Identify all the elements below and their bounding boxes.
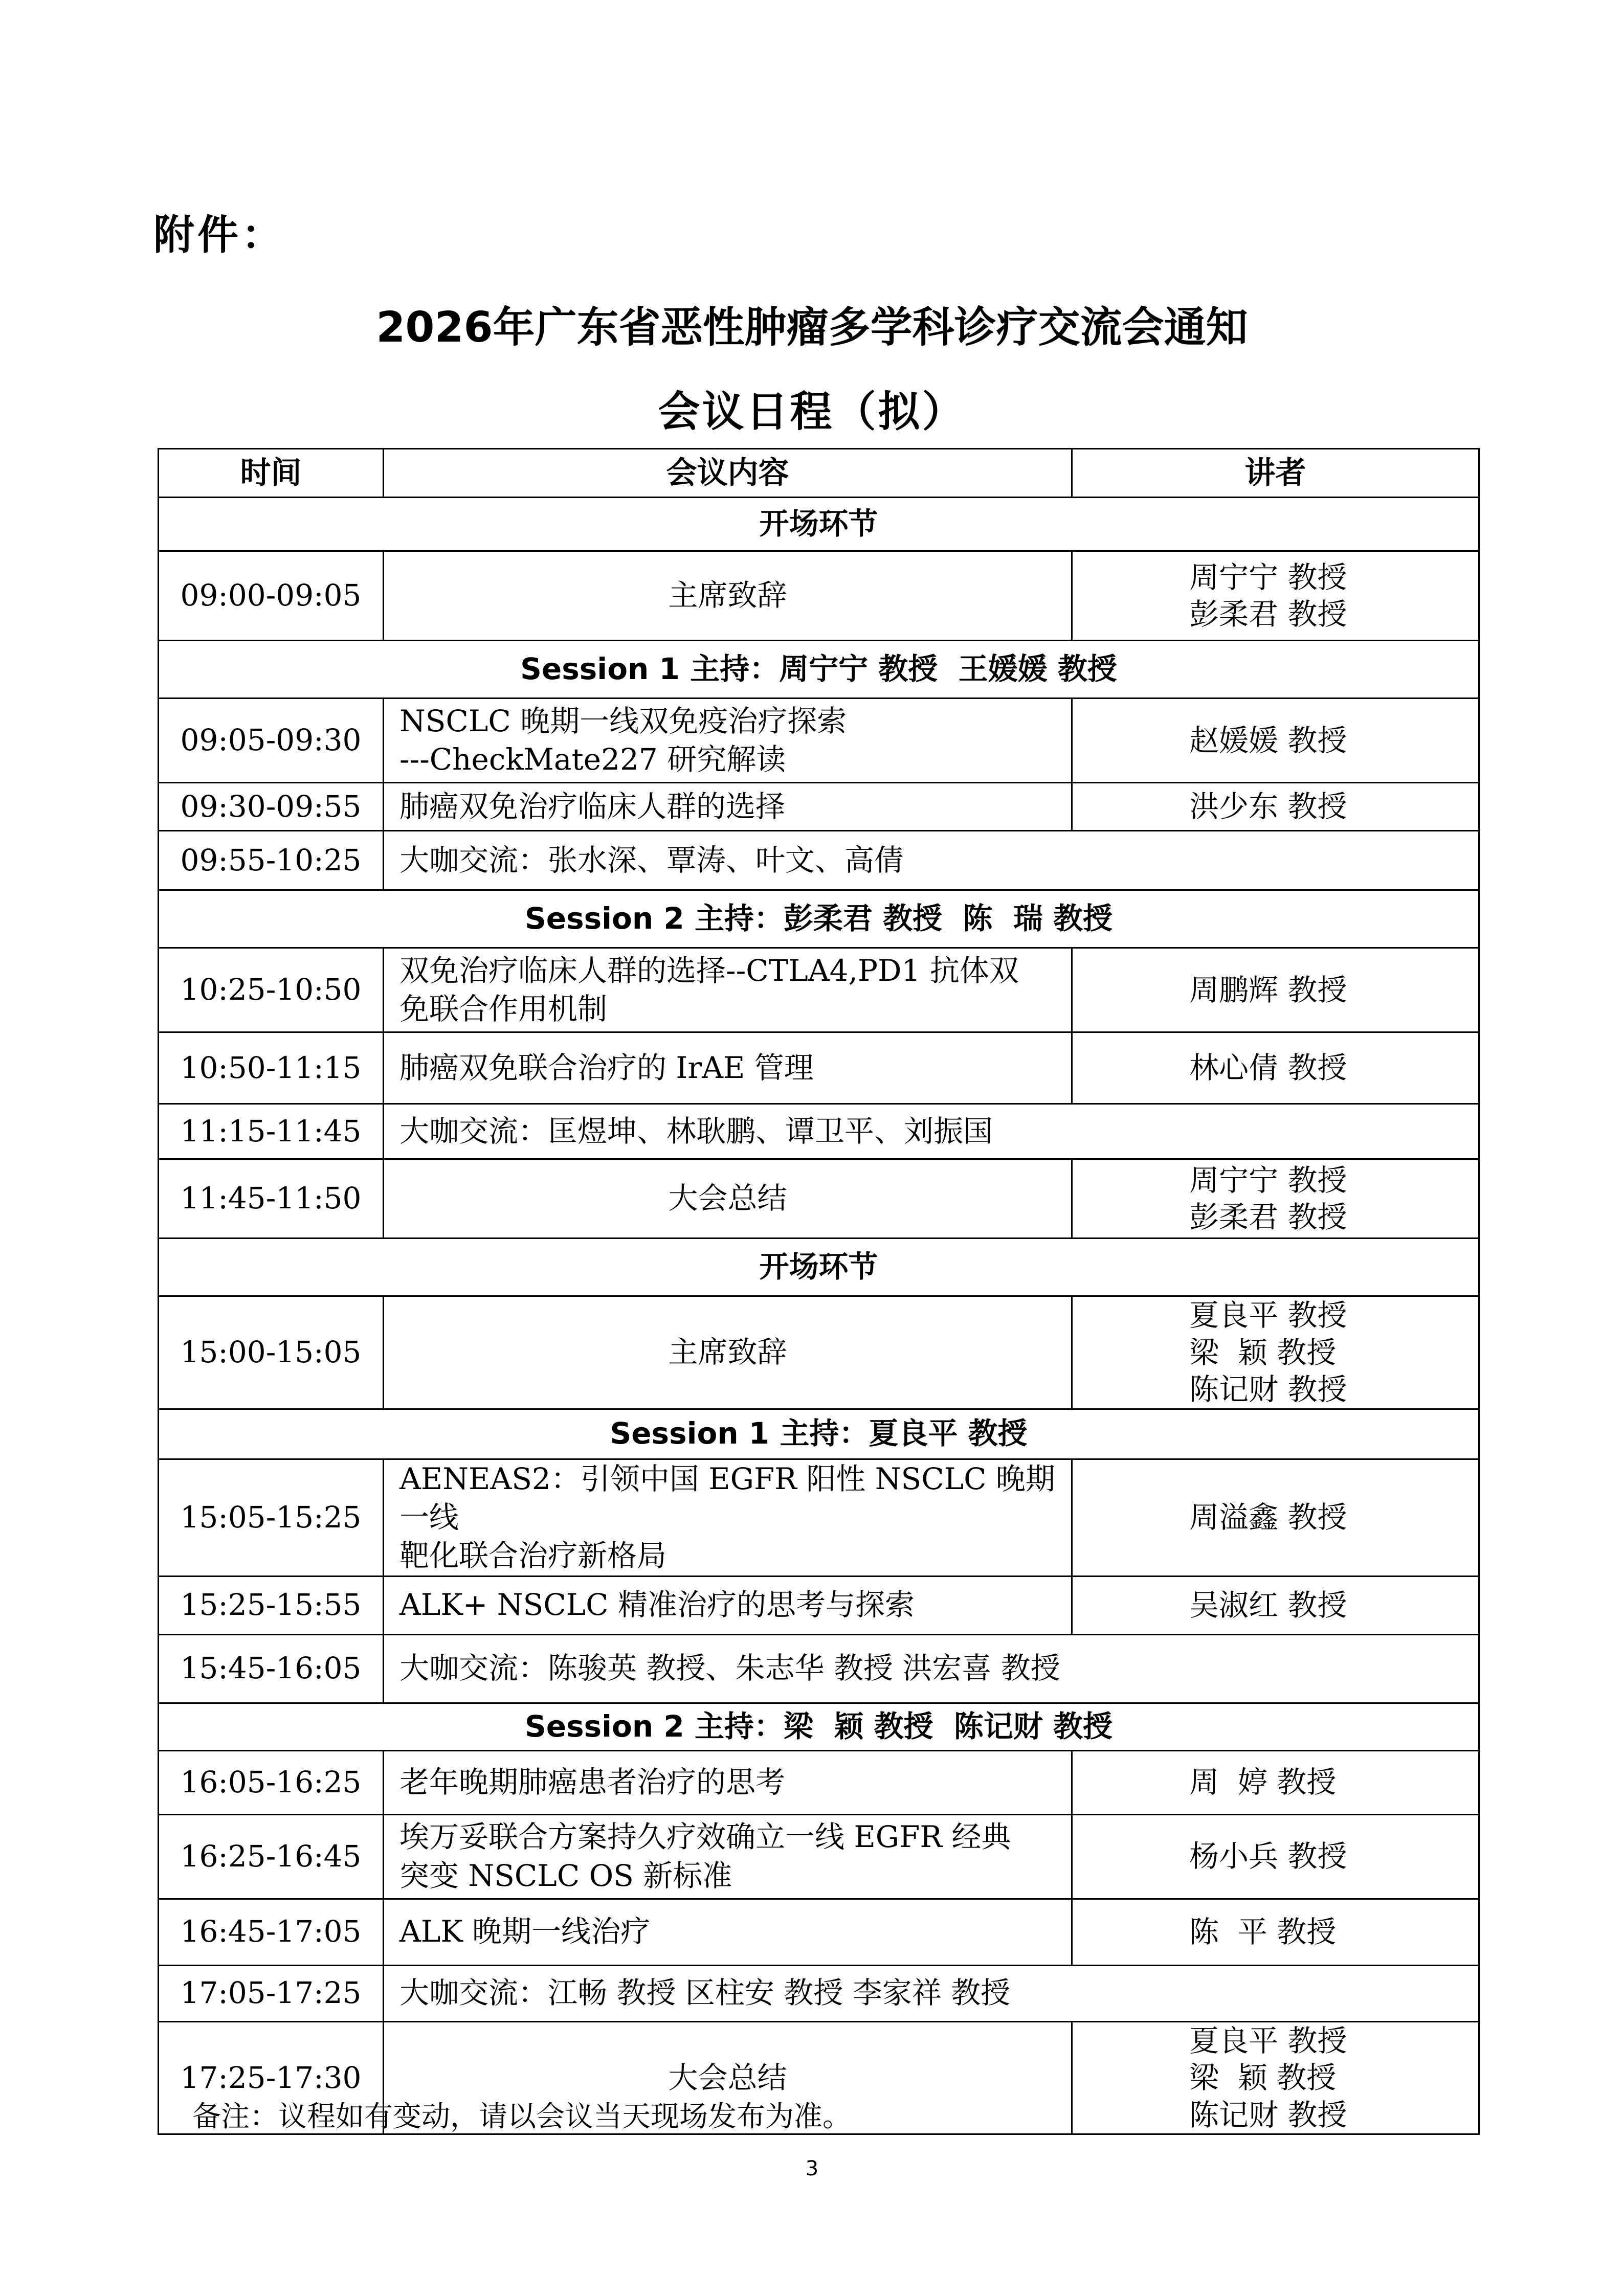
- table-row: [159, 1750, 1479, 1814]
- topic-cell: 大咖交流：张水深、覃涛、叶文、高倩: [384, 831, 1479, 890]
- section-title: Session 1 主持：周宁宁 教授 王媛媛 教授: [159, 641, 1479, 699]
- topic-cell: 埃万妥联合方案持久疗效确立一线 EGFR 经典 突变 NSCLC OS 新标准: [384, 1814, 1072, 1899]
- time-cell: 10:50-11:15: [159, 1032, 384, 1104]
- speaker-cell: [1072, 699, 1479, 783]
- speaker-name: 周宁宁 教授: [1189, 559, 1347, 595]
- time-cell: 09:05-09:30: [159, 699, 384, 783]
- speaker-name: 夏良平 教授: [1189, 2023, 1347, 2058]
- topic-cell: 大咖交流：江畅 教授 区柱安 教授 李家祥 教授: [384, 1965, 1479, 2021]
- speaker-name: 赵媛媛 教授: [1189, 723, 1347, 758]
- speaker-name: 洪少东 教授: [1189, 789, 1347, 824]
- time-cell: 16:05-16:25: [159, 1750, 384, 1814]
- topic-cell: 大咖交流：陈骏英 教授、朱志华 教授 洪宏喜 教授: [384, 1634, 1479, 1703]
- table-row: [159, 948, 1479, 1032]
- time-cell: 15:00-15:05: [159, 1296, 384, 1409]
- time-cell: 17:25-17:30: [159, 2021, 384, 2134]
- topic-cell: NSCLC 晚期一线双免疫治疗探索 ---CheckMate227 研究解读: [384, 699, 1072, 783]
- topic-cell: 肺癌双免治疗临床人群的选择: [384, 783, 1072, 831]
- document-title: 2026年广东省恶性肿瘤多学科诊疗交流会通知: [376, 303, 1248, 352]
- speaker-cell: [1072, 551, 1479, 641]
- time-cell: 09:30-09:55: [159, 783, 384, 831]
- speaker-cell: [1072, 1459, 1479, 1576]
- section-row: [159, 498, 1479, 551]
- speaker-cell: [1072, 1296, 1479, 1409]
- table-row: [159, 1965, 1479, 2021]
- table-row: [159, 699, 1479, 783]
- speaker-cell: [1072, 1750, 1479, 1814]
- speaker-cell: [1072, 2021, 1479, 2134]
- speaker-cell: [1072, 1899, 1479, 1965]
- time-cell: 16:25-16:45: [159, 1814, 384, 1899]
- speaker-cell: [1072, 1159, 1479, 1239]
- topic-cell: 双免治疗临床人群的选择--CTLA4,PD1 抗体双 免联合作用机制: [384, 948, 1072, 1032]
- speaker-name: 周鹏辉 教授: [1189, 972, 1347, 1007]
- table-header-row: [159, 449, 1479, 498]
- table-row: [159, 1104, 1479, 1159]
- speaker-name: 陈记财 教授: [1189, 1372, 1347, 1407]
- topic-cell: ALK+ NSCLC 精准治疗的思考与探索: [384, 1576, 1072, 1634]
- speaker-cell: [1072, 1032, 1479, 1104]
- time-cell: 16:45-17:05: [159, 1899, 384, 1965]
- topic-cell: ALK 晚期一线治疗: [384, 1899, 1072, 1965]
- section-row: [159, 890, 1479, 948]
- header-time: 时间: [159, 449, 384, 498]
- time-cell: 15:05-15:25: [159, 1459, 384, 1576]
- table-row: [159, 1634, 1479, 1703]
- schedule-body: [159, 498, 1479, 2134]
- annex-label: 附件：: [153, 211, 285, 259]
- speaker-cell: [1072, 948, 1479, 1032]
- time-cell: 15:25-15:55: [159, 1576, 384, 1634]
- time-cell: 10:25-10:50: [159, 948, 384, 1032]
- section-row: [159, 1239, 1479, 1296]
- section-row: [159, 1703, 1479, 1750]
- table-row: [159, 1459, 1479, 1576]
- speaker-cell: [1072, 1576, 1479, 1634]
- topic-cell: 大咖交流：匡煜坤、林耿鹏、谭卫平、刘振国: [384, 1104, 1479, 1159]
- schedule-subtitle: 会议日程（拟）: [658, 388, 966, 436]
- section-row: [159, 1409, 1479, 1459]
- time-cell: 17:05-17:25: [159, 1965, 384, 2021]
- topic-cell: 大会总结: [384, 2021, 1072, 2134]
- topic-cell: 主席致辞: [384, 1296, 1072, 1409]
- speaker-name: 吴淑红 教授: [1189, 1587, 1347, 1623]
- time-cell: 15:45-16:05: [159, 1634, 384, 1703]
- speaker-name: 周宁宁 教授: [1189, 1162, 1347, 1198]
- section-title: 开场环节: [159, 498, 1479, 551]
- schedule-table: [158, 448, 1480, 2135]
- topic-cell: AENEAS2：引领中国 EGFR 阳性 NSCLC 晚期一线 靶化联合治疗新格局: [384, 1459, 1072, 1576]
- topic-cell: 老年晚期肺癌患者治疗的思考: [384, 1750, 1072, 1814]
- table-row: [159, 1159, 1479, 1239]
- table-row: [159, 1814, 1479, 1899]
- table-row: [159, 1576, 1479, 1634]
- speaker-name: 夏良平 教授: [1189, 1298, 1347, 1333]
- speaker-name: 彭柔君 教授: [1189, 1200, 1347, 1234]
- speaker-name: 彭柔君 教授: [1189, 597, 1347, 632]
- speaker-name: 陈 平 教授: [1189, 1914, 1337, 1949]
- table-row: [159, 551, 1479, 641]
- header-content: 会议内容: [384, 449, 1072, 498]
- time-cell: 09:55-10:25: [159, 831, 384, 890]
- table-row: [159, 1899, 1479, 1965]
- section-row: [159, 641, 1479, 699]
- topic-cell: 主席致辞: [384, 551, 1072, 641]
- speaker-name: 杨小兵 教授: [1189, 1839, 1347, 1874]
- speaker-name: 周 婷 教授: [1189, 1765, 1337, 1800]
- section-title: Session 2 主持：梁 颖 教授 陈记财 教授: [159, 1703, 1479, 1750]
- time-cell: 09:00-09:05: [159, 551, 384, 641]
- speaker-name: 梁 颖 教授: [1189, 1335, 1337, 1370]
- table-row: [159, 1296, 1479, 1409]
- speaker-cell: [1072, 783, 1479, 831]
- speaker-name: 陈记财 教授: [1189, 2097, 1347, 2132]
- page-number: 3: [805, 2157, 819, 2180]
- time-cell: 11:15-11:45: [159, 1104, 384, 1159]
- section-title: Session 1 主持：夏良平 教授: [159, 1409, 1479, 1459]
- header-speaker: 讲者: [1072, 449, 1479, 498]
- topic-cell: 肺癌双免联合治疗的 IrAE 管理: [384, 1032, 1072, 1104]
- section-title: 开场环节: [159, 1239, 1479, 1296]
- table-row: [159, 831, 1479, 890]
- section-title: Session 2 主持：彭柔君 教授 陈 瑞 教授: [159, 890, 1479, 948]
- footnote: 备注：议程如有变动，请以会议当天现场发布为准。: [192, 2100, 851, 2133]
- speaker-cell: [1072, 1814, 1479, 1899]
- speaker-name: 林心倩 教授: [1189, 1050, 1347, 1086]
- topic-cell: 大会总结: [384, 1159, 1072, 1239]
- time-cell: 11:45-11:50: [159, 1159, 384, 1239]
- speaker-name: 梁 颖 教授: [1189, 2060, 1337, 2096]
- speaker-name: 周溢鑫 教授: [1189, 1500, 1347, 1535]
- table-row: [159, 1032, 1479, 1104]
- table-row: [159, 783, 1479, 831]
